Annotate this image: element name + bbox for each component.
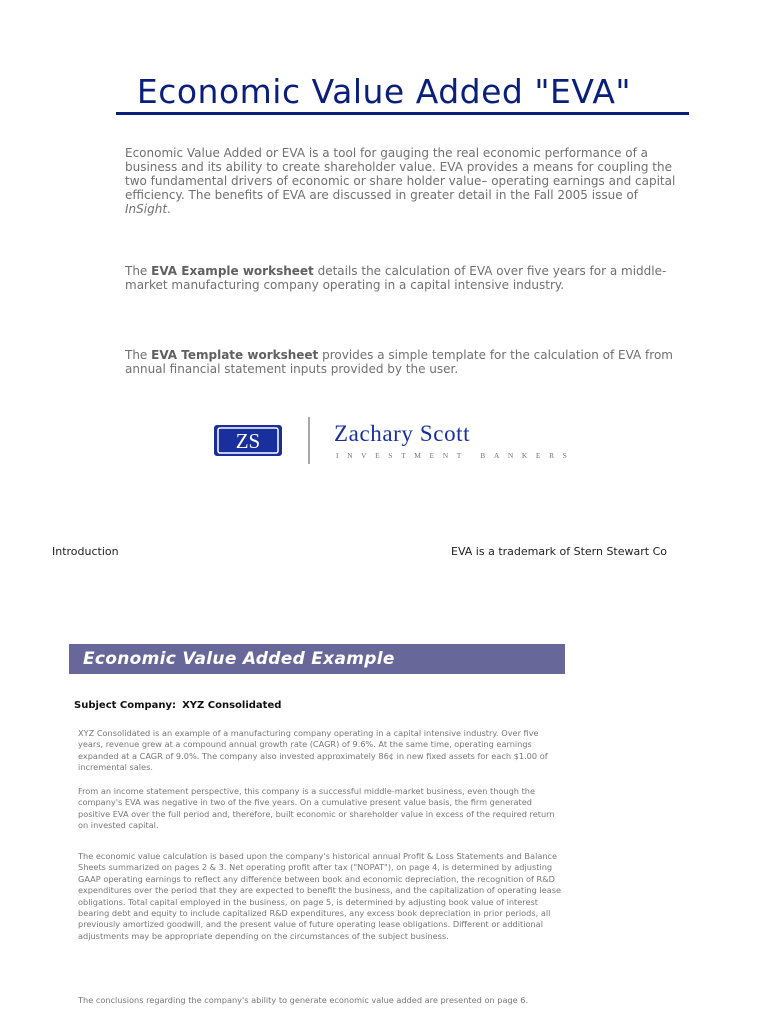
intro-p2-rest: details the calculation of EVA over five years for a middle-market manufacturing company operating in a capital intensive industry. — [125, 264, 667, 292]
insight-publication-name: InSight — [125, 202, 168, 216]
example-paragraph-2: From an income statement perspective, this company is a successful middle-market business, even though the company's EVA was negative in two of the five years. On a cumulative present value basis, the firm generated positive EVA over the full period and, therefore, built economic or shareholder value in excess of the required return on invested capital. — [78, 786, 555, 831]
zachary-scott-logo — [212, 416, 578, 466]
trademark-notice: EVA is a trademark of Stern Stewart Co — [451, 545, 667, 558]
eva-template-worksheet-ref: EVA Template worksheet — [151, 348, 319, 362]
example-paragraph-4: The conclusions regarding the company's ability to generate economic value added are presented on page 6. — [78, 995, 529, 1005]
intro-p2-prefix: The — [125, 264, 152, 278]
logo-name: Zachary Scott — [334, 421, 471, 446]
eva-example-worksheet-ref: EVA Example worksheet — [151, 264, 314, 278]
subject-company-label: Subject Company: — [74, 700, 177, 711]
subject-company-value: XYZ Consolidated — [182, 700, 282, 711]
subject-company — [74, 700, 281, 711]
intro-paragraph-1 — [125, 146, 685, 216]
logo-tagline: INVESTMENT BANKERS — [336, 451, 576, 460]
intro-p3-rest: provides a simple template for the calculation of EVA from annual financial statement inputs provided by the user. — [125, 348, 673, 376]
example-banner — [69, 644, 565, 674]
example-banner-title: Economic Value Added Example — [83, 649, 395, 669]
sheet-name-introduction: Introduction — [52, 545, 119, 558]
page-title: Economic Value Added "EVA" — [136, 72, 632, 111]
intro-p1-end: . — [167, 202, 171, 216]
example-paragraph-3: The economic value calculation is based upon the company's historical annual Profit & Loss Statements and Balance Sheets summarized on pages 2 & 3. Net operating profit after tax ("NOPAT"), on page 4, is determined by adjusting GAAP operating earnings to reflect any difference between book and economic depreciation, the recognition of R&D expenditures over the period that they are expected to benefit the business, and the capitalization of operating lease obligations. Total capital employed in the business, on page 5, is determined by adjusting book value of interest bearing debt and equity to include capitalized R&D expenditures, any excess book depreciation in prior periods, all previously amortized goodwill, and the present value of future operating lease obligations. Different or additional adjustments may be appropriate depending on the circumstances of the subject business. — [78, 851, 562, 941]
intro-paragraph-3 — [125, 348, 685, 376]
intro-p3-prefix: The — [125, 348, 152, 362]
example-paragraph-1: XYZ Consolidated is an example of a manufacturing company operating in a capital intensive industry. Over five years, revenue grew at a compound annual growth rate (CAGR) of 9.6%. At the same time, operating earnings expanded at a CAGR of 9.0%. The company also invested approximately 86¢ in new fixed assets for each $1.00 of incremental sales. — [78, 728, 548, 773]
title-underline — [116, 112, 689, 115]
intro-p1-text: Economic Value Added or EVA is a tool for gauging the real economic performance of a business and its ability to create shareholder value. EVA provides a means for coupling the two fundamental drivers of economic or share holder value– operating earnings and capital efficiency. The benefits of EVA are discussed in greater detail in the Fall 2005 issue of — [125, 146, 676, 202]
intro-paragraph-2 — [125, 264, 685, 292]
logo-monogram: ZS — [235, 429, 261, 453]
